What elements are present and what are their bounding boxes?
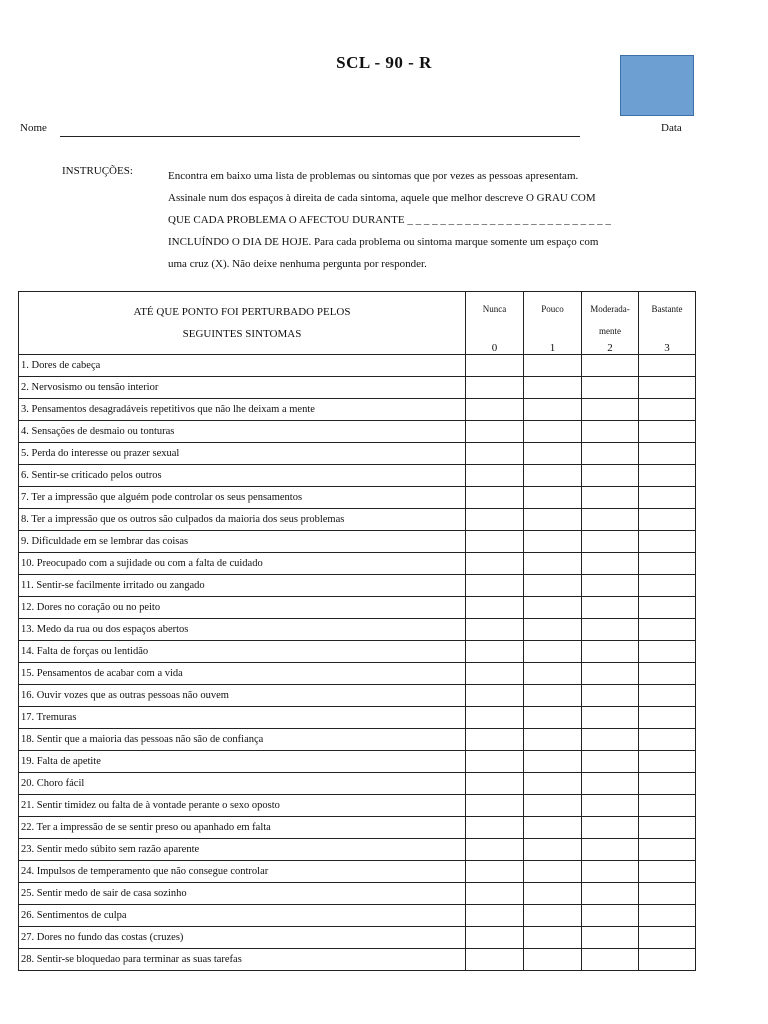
- answer-cell-moderadamente[interactable]: [582, 575, 639, 597]
- answer-cell-bastante[interactable]: [639, 905, 696, 927]
- answer-cell-moderadamente[interactable]: [582, 707, 639, 729]
- symptom-label: 4. Sensações de desmaio ou tonturas: [19, 421, 466, 443]
- column-label: Nunca: [482, 304, 507, 314]
- column-label: Pouco: [541, 304, 564, 314]
- symptom-label: 12. Dores no coração ou no peito: [19, 597, 466, 619]
- symptoms-table: [18, 291, 696, 971]
- answer-cell-nunca[interactable]: [466, 443, 524, 465]
- table-row: [19, 355, 696, 377]
- answer-cell-bastante[interactable]: [639, 443, 696, 465]
- table-row: [19, 443, 696, 465]
- answer-cell-nunca[interactable]: [466, 795, 524, 817]
- column-value: 0: [491, 342, 498, 354]
- header-line-1: ATÉ QUE PONTO FOI PERTURBADO PELOS: [133, 306, 351, 318]
- table-row: [19, 883, 696, 905]
- answer-cell-bastante[interactable]: [639, 773, 696, 795]
- answer-cell-nunca[interactable]: [466, 399, 524, 421]
- answer-cell-nunca[interactable]: [466, 355, 524, 377]
- answer-cell-moderadamente[interactable]: [582, 751, 639, 773]
- column-label: Bastante: [651, 304, 683, 314]
- column-header-nunca: [466, 292, 524, 355]
- answer-cell-bastante[interactable]: [639, 883, 696, 905]
- answer-cell-nunca[interactable]: [466, 509, 524, 531]
- answer-cell-moderadamente[interactable]: [582, 465, 639, 487]
- answer-cell-pouco[interactable]: [524, 421, 582, 443]
- answer-cell-pouco[interactable]: [524, 575, 582, 597]
- symptom-label: 3. Pensamentos desagradáveis repetitivos que não lhe deixam a mente: [19, 399, 466, 421]
- table-row: [19, 927, 696, 949]
- table-row: [19, 839, 696, 861]
- table-row: [19, 663, 696, 685]
- symptom-label: 11. Sentir-se facilmente irritado ou zangado: [19, 575, 466, 597]
- answer-cell-pouco[interactable]: [524, 729, 582, 751]
- answer-cell-bastante[interactable]: [639, 707, 696, 729]
- answer-cell-moderadamente[interactable]: [582, 861, 639, 883]
- answer-cell-nunca[interactable]: [466, 883, 524, 905]
- answer-cell-pouco[interactable]: [524, 905, 582, 927]
- answer-cell-pouco[interactable]: [524, 927, 582, 949]
- blue-box: [620, 55, 694, 116]
- answer-cell-pouco[interactable]: [524, 377, 582, 399]
- answer-cell-pouco[interactable]: [524, 619, 582, 641]
- answer-cell-pouco[interactable]: [524, 553, 582, 575]
- answer-cell-moderadamente[interactable]: [582, 839, 639, 861]
- table-row: [19, 861, 696, 883]
- answer-cell-bastante[interactable]: [639, 597, 696, 619]
- table-row: [19, 575, 696, 597]
- answer-cell-bastante[interactable]: [639, 641, 696, 663]
- answer-cell-moderadamente[interactable]: [582, 949, 639, 971]
- answer-cell-pouco[interactable]: [524, 399, 582, 421]
- answer-cell-moderadamente[interactable]: [582, 927, 639, 949]
- answer-cell-bastante[interactable]: [639, 377, 696, 399]
- table-row: [19, 685, 696, 707]
- answer-cell-nunca[interactable]: [466, 597, 524, 619]
- answer-cell-bastante[interactable]: [639, 553, 696, 575]
- instructions-text: [168, 165, 688, 275]
- name-label: Nome: [20, 122, 47, 134]
- answer-cell-moderadamente[interactable]: [582, 421, 639, 443]
- answer-cell-nunca[interactable]: [466, 707, 524, 729]
- answer-cell-pouco[interactable]: [524, 861, 582, 883]
- column-header-moderadamente: [582, 292, 639, 355]
- table-row: [19, 487, 696, 509]
- answer-cell-bastante[interactable]: [639, 531, 696, 553]
- table-row: [19, 949, 696, 971]
- table-row: [19, 509, 696, 531]
- answer-cell-moderadamente[interactable]: [582, 905, 639, 927]
- table-row: [19, 751, 696, 773]
- symptom-label: 13. Medo da rua ou dos espaços abertos: [19, 619, 466, 641]
- symptom-label: 19. Falta de apetite: [19, 751, 466, 773]
- answer-cell-moderadamente[interactable]: [582, 817, 639, 839]
- table-row: [19, 795, 696, 817]
- table-row: [19, 465, 696, 487]
- answer-cell-bastante[interactable]: [639, 663, 696, 685]
- answer-cell-nunca[interactable]: [466, 663, 524, 685]
- answer-cell-nunca[interactable]: [466, 905, 524, 927]
- answer-cell-moderadamente[interactable]: [582, 663, 639, 685]
- answer-cell-moderadamente[interactable]: [582, 773, 639, 795]
- symptom-label: 22. Ter a impressão de se sentir preso ou apanhado em falta: [19, 817, 466, 839]
- answer-cell-nunca[interactable]: [466, 465, 524, 487]
- table-row: [19, 773, 696, 795]
- answer-cell-nunca[interactable]: [466, 817, 524, 839]
- instruction-line: INCLUÍNDO O DIA DE HOJE. Para cada problema ou sintoma marque somente um espaço com: [168, 236, 599, 248]
- table-row: [19, 377, 696, 399]
- instruction-line: Encontra em baixo uma lista de problemas ou sintomas que por vezes as pessoas apresentam.: [168, 170, 579, 182]
- answer-cell-moderadamente[interactable]: [582, 531, 639, 553]
- answer-cell-nunca[interactable]: [466, 377, 524, 399]
- table-row: [19, 641, 696, 663]
- symptom-label: 7. Ter a impressão que alguém pode controlar os seus pensamentos: [19, 487, 466, 509]
- answer-cell-pouco[interactable]: [524, 531, 582, 553]
- symptom-label: 5. Perda do interesse ou prazer sexual: [19, 443, 466, 465]
- answer-cell-moderadamente[interactable]: [582, 509, 639, 531]
- answer-cell-moderadamente[interactable]: [582, 377, 639, 399]
- answer-cell-moderadamente[interactable]: [582, 685, 639, 707]
- answer-cell-nunca[interactable]: [466, 421, 524, 443]
- symptom-label: 27. Dores no fundo das costas (cruzes): [19, 927, 466, 949]
- answer-cell-bastante[interactable]: [639, 465, 696, 487]
- column-header-bastante: [639, 292, 696, 355]
- answer-cell-bastante[interactable]: [639, 795, 696, 817]
- symptom-label: 10. Preocupado com a sujidade ou com a falta de cuidado: [19, 553, 466, 575]
- answer-cell-moderadamente[interactable]: [582, 729, 639, 751]
- answer-cell-moderadamente[interactable]: [582, 443, 639, 465]
- answer-cell-pouco[interactable]: [524, 949, 582, 971]
- symptom-label: 16. Ouvir vozes que as outras pessoas não ouvem: [19, 685, 466, 707]
- answer-cell-bastante[interactable]: [639, 509, 696, 531]
- symptom-label: 28. Sentir-se bloquedao para terminar as suas tarefas: [19, 949, 466, 971]
- answer-cell-nunca[interactable]: [466, 861, 524, 883]
- column-value: 2: [607, 342, 613, 354]
- answer-cell-pouco[interactable]: [524, 509, 582, 531]
- answer-cell-bastante[interactable]: [639, 421, 696, 443]
- symptom-label: 20. Choro fácil: [19, 773, 466, 795]
- instruction-line: QUE CADA PROBLEMA O AFECTOU DURANTE _ _ _ _ _ _ _ _ _ _ _ _ _ _ _ _ _ _ _ _ _ _ _ _ _: [168, 214, 611, 226]
- answer-cell-bastante[interactable]: [639, 729, 696, 751]
- answer-cell-bastante[interactable]: [639, 927, 696, 949]
- symptom-label: 9. Dificuldade em se lembrar das coisas: [19, 531, 466, 553]
- table-row: [19, 817, 696, 839]
- answer-cell-bastante[interactable]: [639, 861, 696, 883]
- table-row: [19, 707, 696, 729]
- symptom-label: 2. Nervosismo ou tensão interior: [19, 377, 466, 399]
- answer-cell-nunca[interactable]: [466, 729, 524, 751]
- answer-cell-nunca[interactable]: [466, 927, 524, 949]
- answer-cell-bastante[interactable]: [639, 685, 696, 707]
- answer-cell-bastante[interactable]: [639, 751, 696, 773]
- answer-cell-nunca[interactable]: [466, 751, 524, 773]
- symptom-label: 1. Dores de cabeça: [19, 355, 466, 377]
- answer-cell-nunca[interactable]: [466, 685, 524, 707]
- symptom-label: 14. Falta de forças ou lentidão: [19, 641, 466, 663]
- answer-cell-nunca[interactable]: [466, 531, 524, 553]
- table-row: [19, 553, 696, 575]
- answer-cell-moderadamente[interactable]: [582, 399, 639, 421]
- answer-cell-pouco[interactable]: [524, 663, 582, 685]
- answer-cell-moderadamente[interactable]: [582, 883, 639, 905]
- answer-cell-nunca[interactable]: [466, 641, 524, 663]
- answer-cell-pouco[interactable]: [524, 773, 582, 795]
- header-line-2: SEGUINTES SINTOMAS: [182, 328, 302, 340]
- instruction-line: Assinale num dos espaços à direita de cada sintoma, aquele que melhor descreve O GRAU COM: [168, 192, 596, 204]
- answer-cell-pouco[interactable]: [524, 883, 582, 905]
- answer-cell-bastante[interactable]: [639, 487, 696, 509]
- answer-cell-pouco[interactable]: [524, 443, 582, 465]
- instruction-line: uma cruz (X). Não deixe nenhuma pergunta por responder.: [168, 258, 427, 270]
- answer-cell-nunca[interactable]: [466, 553, 524, 575]
- answer-cell-bastante[interactable]: [639, 355, 696, 377]
- symptom-label: 23. Sentir medo súbito sem razão aparente: [19, 839, 466, 861]
- symptom-label: 18. Sentir que a maioria das pessoas não são de confiança: [19, 729, 466, 751]
- answer-cell-pouco[interactable]: [524, 707, 582, 729]
- answer-cell-bastante[interactable]: [639, 949, 696, 971]
- answer-cell-pouco[interactable]: [524, 641, 582, 663]
- answer-cell-pouco[interactable]: [524, 795, 582, 817]
- answer-cell-moderadamente[interactable]: [582, 355, 639, 377]
- answer-cell-moderadamente[interactable]: [582, 641, 639, 663]
- answer-cell-moderadamente[interactable]: [582, 619, 639, 641]
- symptom-label: 15. Pensamentos de acabar com a vida: [19, 663, 466, 685]
- table-row: [19, 399, 696, 421]
- table-row: [19, 619, 696, 641]
- answer-cell-pouco[interactable]: [524, 817, 582, 839]
- answer-cell-nunca[interactable]: [466, 773, 524, 795]
- symptom-label: 17. Tremuras: [19, 707, 466, 729]
- answer-cell-nunca[interactable]: [466, 575, 524, 597]
- answer-cell-pouco[interactable]: [524, 355, 582, 377]
- symptom-label: 6. Sentir-se criticado pelos outros: [19, 465, 466, 487]
- table-header-row: [19, 292, 696, 355]
- answer-cell-moderadamente[interactable]: [582, 487, 639, 509]
- table-row: [19, 531, 696, 553]
- symptom-label: 21. Sentir timidez ou falta de à vontade perante o sexo oposto: [19, 795, 466, 817]
- table-row: [19, 597, 696, 619]
- answer-cell-pouco[interactable]: [524, 751, 582, 773]
- answer-cell-nunca[interactable]: [466, 839, 524, 861]
- form-title: SCL - 90 - R: [336, 53, 432, 72]
- answer-cell-nunca[interactable]: [466, 487, 524, 509]
- date-label: Data: [661, 122, 682, 134]
- column-value: 3: [664, 342, 670, 354]
- column-value: 1: [549, 342, 556, 354]
- table-row: [19, 905, 696, 927]
- answer-cell-moderadamente[interactable]: [582, 553, 639, 575]
- symptom-label: 26. Sentimentos de culpa: [19, 905, 466, 927]
- answer-cell-bastante[interactable]: [639, 839, 696, 861]
- answer-cell-bastante[interactable]: [639, 619, 696, 641]
- column-header-pouco: [524, 292, 582, 355]
- symptom-label: 8. Ter a impressão que os outros são culpados da maioria dos seus problemas: [19, 509, 466, 531]
- table-row: [19, 421, 696, 443]
- answer-cell-bastante[interactable]: [639, 399, 696, 421]
- table-header-title: [19, 292, 466, 355]
- symptom-label: 25. Sentir medo de sair de casa sozinho: [19, 883, 466, 905]
- answer-cell-nunca[interactable]: [466, 949, 524, 971]
- answer-cell-nunca[interactable]: [466, 619, 524, 641]
- answer-cell-pouco[interactable]: [524, 839, 582, 861]
- answer-cell-bastante[interactable]: [639, 575, 696, 597]
- answer-cell-moderadamente[interactable]: [582, 597, 639, 619]
- instructions-label: INSTRUÇÕES:: [62, 165, 133, 177]
- answer-cell-pouco[interactable]: [524, 465, 582, 487]
- symptom-label: 24. Impulsos de temperamento que não consegue controlar: [19, 861, 466, 883]
- answer-cell-pouco[interactable]: [524, 487, 582, 509]
- answer-cell-bastante[interactable]: [639, 817, 696, 839]
- table-row: [19, 729, 696, 751]
- answer-cell-moderadamente[interactable]: [582, 795, 639, 817]
- answer-cell-pouco[interactable]: [524, 685, 582, 707]
- column-label: Moderada- mente: [590, 304, 630, 336]
- name-field[interactable]: [60, 136, 580, 137]
- answer-cell-pouco[interactable]: [524, 597, 582, 619]
